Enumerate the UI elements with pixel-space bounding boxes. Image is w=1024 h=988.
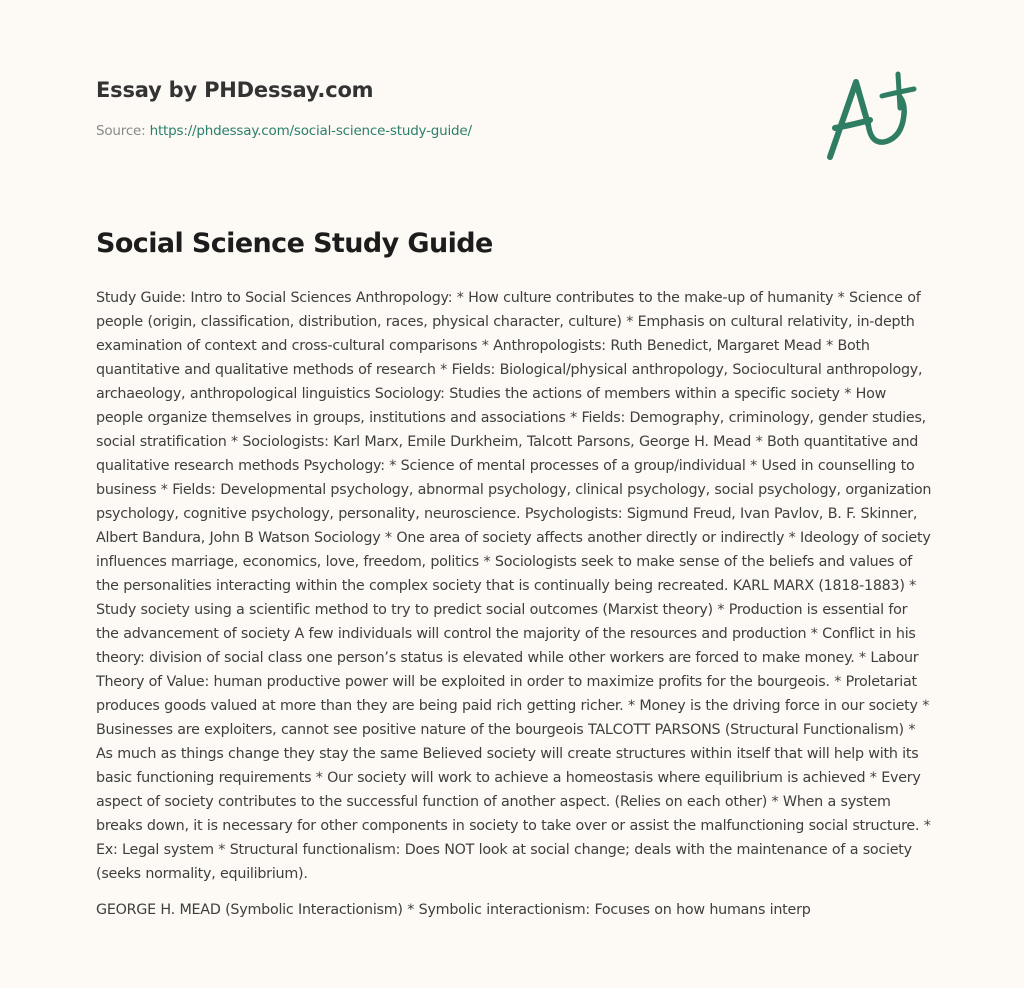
article-title: Social Science Study Guide <box>96 228 493 259</box>
site-brand: Essay by PHDessay.com <box>96 78 374 102</box>
essay-header <box>96 76 796 141</box>
article-paragraph: GEORGE H. MEAD (Symbolic Interactionism) * Symbolic interactionism: Focuses on how humans interp <box>96 902 811 918</box>
a-plus-grade-icon <box>818 66 930 166</box>
article-paragraph: Study Guide: Intro to Social Sciences Anthropology: * How culture contributes to the make-up of humanity * Science of people (origin, classification, distribution, races, physical character, culture) * Emphasis on cultural relativity, in-depth examination of context and cross-cultural comparisons * Anthropologists: Ruth Benedict, Margaret Mead * Both quantitative and qualitative methods of research * Fields: Biological/physical anthropology, Sociocultural anthropology, archaeology, anthropological linguistics Sociology: Studies the actions of members within a specific society * How people organize themselves in groups, institutions and associations * Fields: Demography, criminology, gender studies, social stratification * Sociologists: Karl Marx, Emile Durkheim, Talcott Parsons, George H. Mead * Both quantitative and qualitative research methods Psychology: * Science of mental processes of a group/individual * Used in counselling to business * Fields: Developmental psychology, abnormal psychology, clinical psychology, social psychology, organization psychology, cognitive psychology, personality, neuroscience. Psychologists: Sigmund Freud, Ivan Pavlov, B. F. Skinner, Albert Bandura, John B Watson Sociology * One area of society affects another directly or indirectly * Ideology of society influences marriage, economics, love, freedom, politics * Sociologists seek to make sense of the beliefs and values of the personalities interacting within the complex society that is continually being recreated. KARL MARX (1818-1883) * Study society using a scientific method to try to predict social outcomes (Marxist theory) * Production is essential for the advancement of society A few individuals will control the majority of the resources and production * Conflict in his theory: division of social class one person’s status is elevated while other workers are forced to make money. * Labour Theory of Value: human productive power will be exploited in order to maximize profits for the bourgeois. * Proletariat produces goods valued at more than they are being paid rich getting richer. * Money is the driving force in our society * Businesses are exploiters, cannot see positive nature of the bourgeois TALCOTT PARSONS (Structural Functionalism) * As much as things change they stay the same Believed society will create structures within itself that will help with its basic functioning requirements * Our society will work to achieve a homeostasis where equilibrium is achieved * Every aspect of society contributes to the successful function of another aspect. (Relies on each other) * When a system breaks down, it is necessary for other components in society to take over or assist the malfunctioning social structure. * Ex: Legal system * Structural functionalism: Does NOT look at social change; deals with the maintenance of a society (seeks normality, equilibrium). <box>96 290 932 882</box>
source-line <box>96 121 796 141</box>
article-body <box>96 286 932 934</box>
source-label: Source: <box>96 123 150 139</box>
source-link[interactable]: https://phdessay.com/social-science-study-guide/ <box>149 123 472 139</box>
